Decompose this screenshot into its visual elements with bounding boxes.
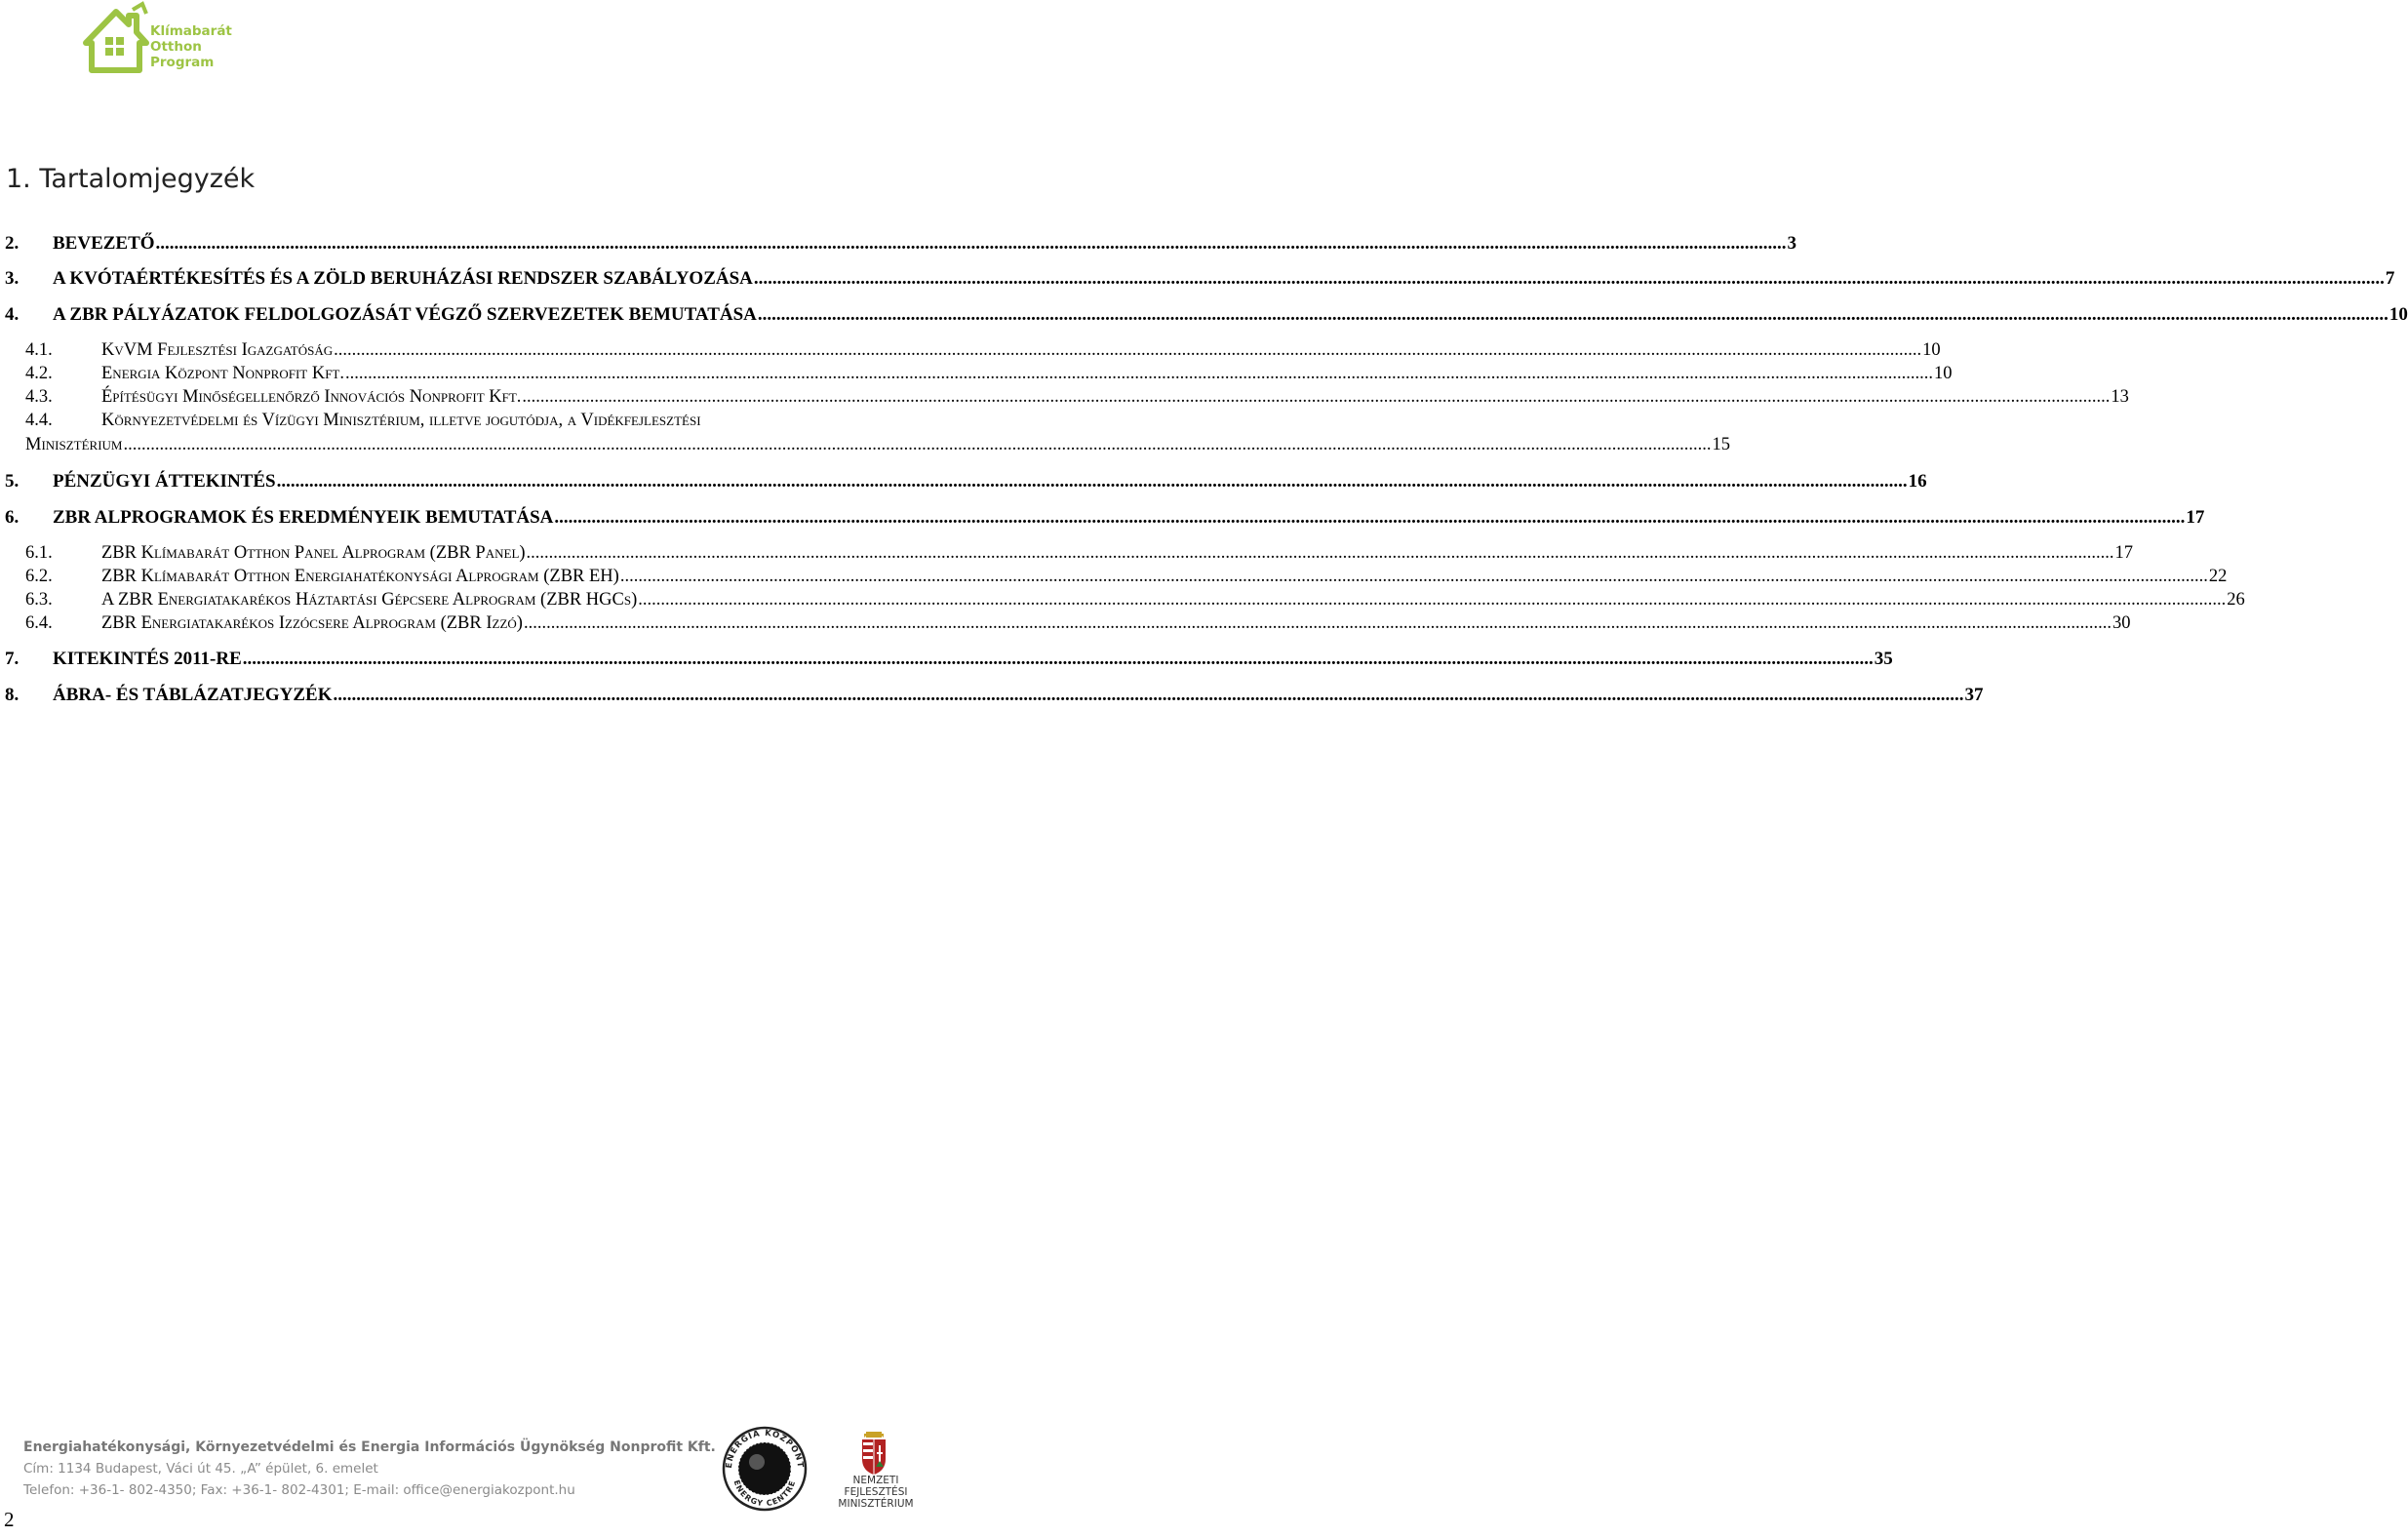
toc-page: 26	[2227, 590, 2245, 610]
toc-entry[interactable]	[5, 685, 1984, 710]
toc-page: 16	[1908, 471, 1927, 492]
toc-leader	[754, 268, 2385, 290]
toc-entry[interactable]	[25, 387, 2129, 413]
toc-entry[interactable]	[25, 435, 1730, 460]
toc-page: 10	[1934, 364, 1953, 383]
toc-entry[interactable]	[5, 507, 2205, 532]
toc-page: 17	[2186, 507, 2205, 528]
toc-number: 4.2.	[25, 364, 53, 383]
toc-leader	[620, 567, 2208, 587]
ministry-name	[823, 1475, 928, 1510]
toc-leader	[333, 685, 1963, 706]
toc-text: ZBR Klímabarát Otthon Panel Alprogram (ZBR Panel)	[101, 543, 526, 563]
toc-number: 6.	[5, 507, 20, 528]
toc-number: 7.	[5, 649, 20, 669]
toc-text: ZBR Klímabarát Otthon Energiahatékonysági Alprogram (ZBR EH)	[101, 567, 619, 586]
toc-page: 22	[2208, 567, 2228, 586]
energia-kozpont-seal-icon	[722, 1426, 808, 1512]
toc-page: 7	[2385, 268, 2395, 289]
toc-text: A ZBR Energiatakarékos Háztartási Gépcsere Alprogram (ZBR HGCs)	[101, 590, 638, 610]
toc-leader	[334, 340, 1921, 361]
toc-leader	[345, 364, 1933, 384]
seal-top-text: ENERGIA KÖZPONT	[724, 1428, 806, 1470]
ministry-line: NEMZETI FEJLESZTÉSI	[844, 1475, 908, 1498]
toc-number: 6.3.	[25, 590, 53, 610]
toc-page: 30	[2112, 613, 2131, 633]
page-title: 1. Tartalomjegyzék	[6, 164, 256, 194]
toc-entry[interactable]	[25, 567, 2228, 592]
toc-leader	[638, 590, 2226, 611]
toc-number: 4.4.	[25, 411, 53, 430]
toc-number: 6.2.	[25, 567, 53, 586]
toc-page: 3	[1787, 233, 1797, 254]
toc-text: ZBR Energiatakarékos Izzócsere Alprogram (ZBR Izzó)	[101, 613, 523, 633]
toc-text: ÁBRA- ÉS TÁBLÁZATJEGYZÉK	[53, 685, 333, 705]
toc-number: 4.	[5, 304, 20, 325]
toc-number: 4.1.	[25, 340, 53, 360]
toc-number: 8.	[5, 685, 20, 705]
logo-line: Program	[150, 55, 215, 70]
toc-entry[interactable]	[25, 590, 2245, 615]
toc-text: ZBR ALPROGRAMOK ÉS EREDMÉNYEIK BEMUTATÁSA	[53, 507, 554, 528]
toc-text: PÉNZÜGYI ÁTTEKINTÉS	[53, 471, 276, 492]
toc-number: 5.	[5, 471, 20, 492]
logo-line: Otthon	[150, 39, 202, 55]
toc-text: Építésügyi Minőségellenőrző Innovációs Nonprofit Kft.	[101, 387, 522, 407]
logo-wordmark	[150, 23, 232, 70]
ministry-line: MINISZTÉRIUM	[838, 1498, 914, 1510]
toc-text: KvVM Fejlesztési Igazgatóság	[101, 340, 334, 360]
toc-entry[interactable]	[5, 649, 1893, 674]
toc-leader	[156, 233, 1787, 255]
toc-entry[interactable]	[25, 340, 1941, 366]
toc-text: BEVEZETŐ	[53, 233, 155, 254]
toc-entry[interactable]	[25, 613, 2131, 639]
toc-entry[interactable]	[25, 543, 2134, 569]
toc-entry[interactable]	[25, 411, 931, 436]
toc-page: 10	[2388, 304, 2408, 325]
logo-line: Klímabarát	[150, 23, 232, 39]
toc-leader	[243, 649, 1874, 670]
toc-text: A ZBR PÁLYÁZATOK FELDOLGOZÁSÁT VÉGZŐ SZERVEZETEK BEMUTATÁSA	[53, 304, 757, 325]
toc-number: 4.3.	[25, 387, 53, 407]
toc-number: 2.	[5, 233, 20, 254]
toc-entry[interactable]	[5, 233, 1797, 258]
toc-leader	[124, 435, 1712, 455]
toc-leader	[758, 304, 2388, 326]
toc-entry[interactable]	[5, 471, 1927, 496]
toc-leader	[527, 543, 2114, 564]
toc-text: KITEKINTÉS 2011-RE	[53, 649, 242, 669]
toc-leader	[554, 507, 2185, 529]
toc-page: 15	[1712, 435, 1730, 454]
toc-text: A KVÓTAÉRTÉKESÍTÉS ÉS A ZÖLD BERUHÁZÁSI RENDSZER SZABÁLYOZÁSA	[53, 268, 753, 289]
toc-page: 35	[1874, 649, 1893, 669]
toc-number: 6.1.	[25, 543, 53, 563]
toc-leader	[522, 387, 2110, 408]
toc-text: Energia Központ Nonprofit Kft.	[101, 364, 344, 383]
footer-organization: Energiahatékonysági, Környezetvédelmi és Energia Információs Ügynökség Nonprofit Kft.	[23, 1439, 716, 1455]
toc-number: 3.	[5, 268, 20, 289]
toc-entry[interactable]	[5, 268, 2395, 294]
toc-page: 10	[1922, 340, 1941, 360]
toc-entry[interactable]	[25, 364, 1953, 389]
toc-entry[interactable]	[5, 304, 2408, 330]
seal-bottom-text: ENERGY CENTRE	[731, 1478, 798, 1509]
page-number: 2	[4, 1508, 15, 1531]
toc-text: Környezetvédelmi és Vízügyi Minisztérium, illetve jogutódja, a Vidékfejlesztési	[101, 411, 701, 430]
toc-page: 13	[2111, 387, 2129, 407]
footer-address: Cím: 1134 Budapest, Váci út 45. „A” épület, 6. emelet	[23, 1461, 378, 1477]
toc-page: 37	[1964, 685, 1984, 705]
toc-leader	[524, 613, 2112, 634]
toc-number: 6.4.	[25, 613, 53, 633]
toc-page: 17	[2114, 543, 2134, 563]
toc-text: Minisztérium	[25, 435, 123, 454]
toc-leader	[277, 471, 1908, 493]
footer-contact: Telefon: +36-1- 802-4350; Fax: +36-1- 802-4301; E-mail: office@energiakozpont.hu	[23, 1482, 575, 1498]
